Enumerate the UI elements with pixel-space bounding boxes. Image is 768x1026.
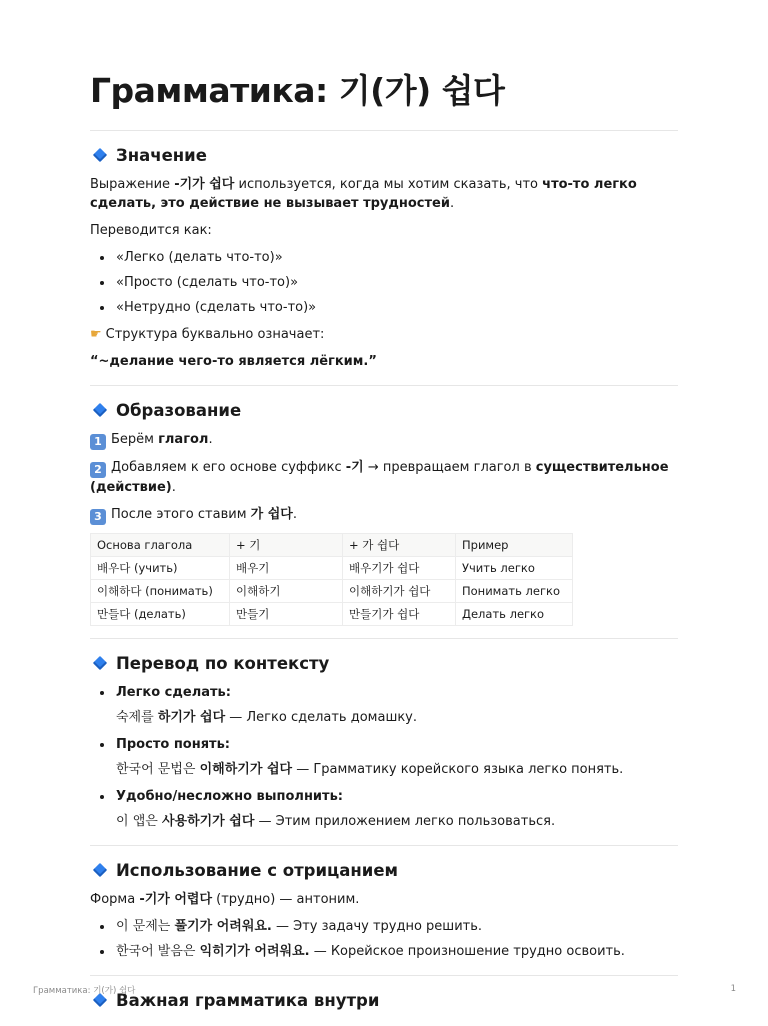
column-header: + 가 쉽다 (343, 534, 456, 557)
section-context-translation (90, 639, 678, 845)
translation-list (90, 248, 678, 317)
column-header: + 기 (230, 534, 343, 557)
list-item: Легко сделать: (90, 683, 678, 702)
list-item: 이 문제는 풀기가 어려워요. — Эту задачу трудно решить. (90, 917, 678, 936)
section-formation (90, 386, 678, 638)
table-cell: Делать легко (456, 603, 573, 626)
pointing-hand-icon: ☛ (90, 327, 102, 342)
table-cell: Учить легко (456, 557, 573, 580)
blue-diamond-icon (93, 148, 107, 162)
section-meaning (90, 131, 678, 385)
column-header: Основа глагола (91, 534, 230, 557)
column-header: Пример (456, 534, 573, 557)
table-header-row (91, 534, 573, 557)
document-page (90, 68, 678, 1026)
table-cell: 만들기 (230, 603, 343, 626)
list-item: 한국어 발음은 익히기가 어려워요. — Корейское произношение трудно освоить. (90, 942, 678, 961)
section-important-grammar (90, 976, 678, 1026)
section-negation (90, 846, 678, 975)
table-cell: 배우기가 쉽다 (343, 557, 456, 580)
number-1-icon: 1 (90, 434, 106, 450)
blue-diamond-icon (93, 403, 107, 417)
section-heading: Перевод по контексту (116, 653, 330, 673)
section-heading: Использование с отрицанием (116, 860, 399, 880)
list-item: Просто понять: (90, 735, 678, 754)
negation-list (90, 917, 678, 961)
context-list (90, 683, 678, 702)
literal-quote: “~делание чего-то является лёгким.” (90, 354, 377, 369)
footer-title: Грамматика: 기(가) 쉽다 (33, 986, 136, 996)
section-heading: Важная грамматика внутри (116, 990, 380, 1010)
section-heading: Образование (116, 400, 242, 420)
table-cell: 만들기가 쉽다 (343, 603, 456, 626)
table-cell: 이해하기 (230, 580, 343, 603)
negation-intro: Форма -기가 어렵다 (трудно) — антоним. (90, 892, 360, 907)
table-row (91, 580, 573, 603)
number-2-icon: 2 (90, 462, 106, 478)
table-cell: Понимать легко (456, 580, 573, 603)
table-row (91, 557, 573, 580)
table-row (91, 603, 573, 626)
list-item: Удобно/несложно выполнить: (90, 787, 678, 806)
number-3-icon: 3 (90, 509, 106, 525)
table-cell: 배우기 (230, 557, 343, 580)
page-number: 1 (730, 984, 736, 994)
example-sentence: 이 앱은 사용하기가 쉽다 — Этим приложением легко пользоваться. (116, 814, 556, 829)
meaning-paragraph: Выражение -기가 쉽다 используется, когда мы хотим сказать, что что-то легко сделать, это действие не вызывает трудностей. (90, 177, 637, 211)
list-item: «Легко (делать что-то)» (90, 248, 678, 267)
structure-line: ☛ Структура буквально означает: (90, 327, 325, 342)
example-sentence: 숙제를 하기가 쉽다 — Легко сделать домашку. (116, 710, 418, 725)
list-item: «Нетрудно (сделать что-то)» (90, 298, 678, 317)
list-item: «Просто (сделать что-то)» (90, 273, 678, 292)
step-1: 1 Берём глагол. (90, 430, 678, 450)
table-cell: 배우다 (учить) (91, 557, 230, 580)
page-title: Грамматика: 기(가) 쉽다 (90, 71, 505, 110)
formation-table (90, 533, 573, 626)
blue-diamond-icon (93, 656, 107, 670)
table-cell: 이해하기가 쉽다 (343, 580, 456, 603)
example-sentence: 한국어 문법은 이해하기가 쉽다 — Грамматику корейского языка легко понять. (116, 762, 624, 777)
blue-diamond-icon (93, 863, 107, 877)
step-3: 3 После этого ставим 가 쉽다. (90, 505, 678, 525)
table-cell: 만들다 (делать) (91, 603, 230, 626)
section-heading: Значение (116, 145, 207, 165)
step-2: 2 Добавляем к его основе суффикс -기 → превращаем глагол в существительное (действие). (90, 460, 669, 495)
table-cell: 이해하다 (понимать) (91, 580, 230, 603)
translation-intro: Переводится как: (90, 223, 212, 238)
